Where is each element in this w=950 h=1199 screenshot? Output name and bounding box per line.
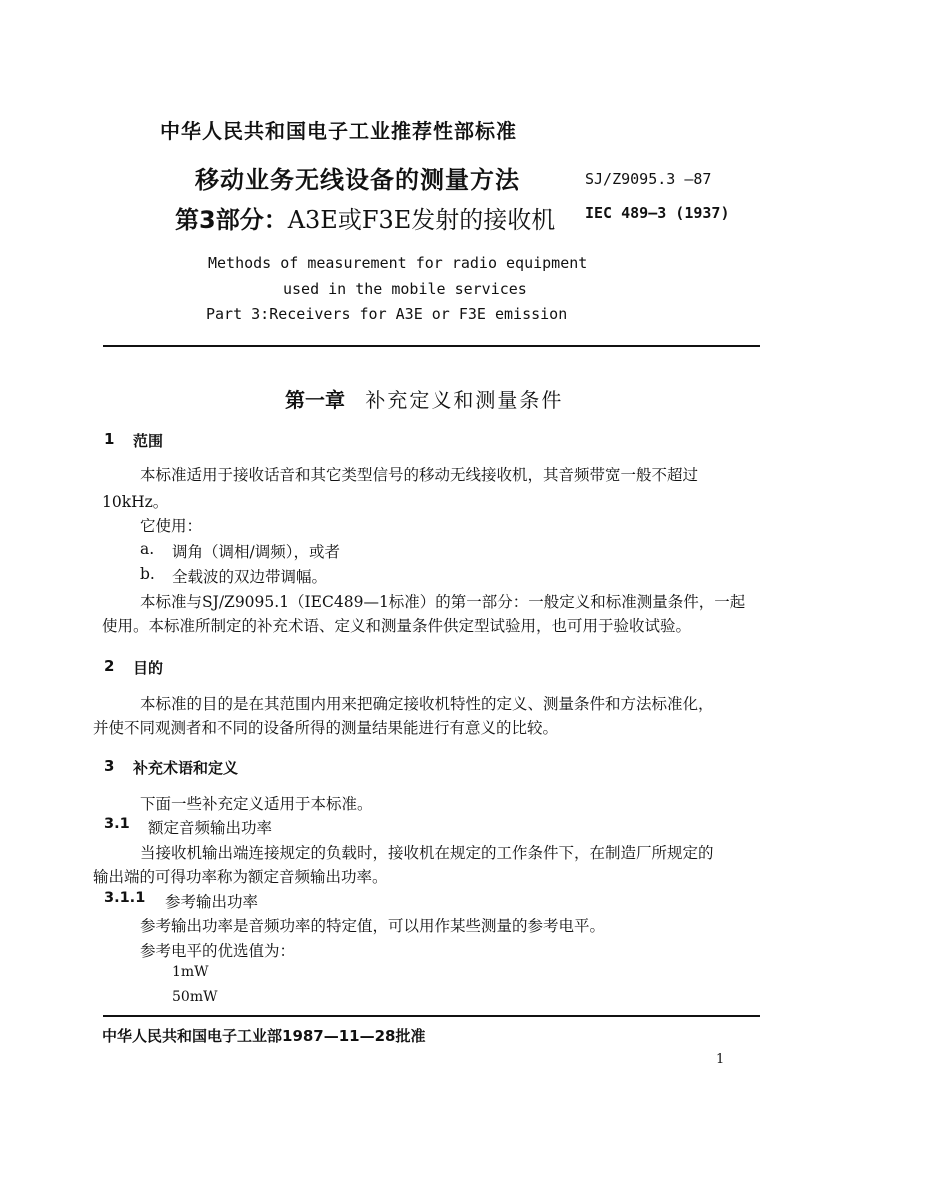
title-divider [103,345,760,347]
title-part-prefix: 第3部分： [175,206,288,234]
section-1-item-a: 调角（调相/调频），或者 [172,543,340,561]
section-2-number: 2 [104,657,115,675]
chapter-heading [285,384,563,413]
section-3-1-1-value2: 50mW [172,989,218,1005]
section-2-para1-line1: 本标准的目的是在其范围内用来把确定接收机特性的定义、测量条件和方法标准化， [140,695,714,713]
english-title-line2: used in the mobile services [283,280,527,298]
section-3-1-1-para1: 参考输出功率是音频功率的特定值，可以用作某些测量的参考电平。 [140,917,606,935]
section-3-1-1-number: 3.1.1 [104,890,146,906]
iec-number: IEC 489—3 (1937) [585,204,730,222]
section-3-1-1-title: 参考输出功率 [165,893,259,911]
section-3-title: 补充术语和定义 [133,759,239,777]
chapter-title: 补充定义和测量条件 [365,388,564,412]
approval-line: 中华人民共和国电子工业部1987—11—28批准 [102,1027,426,1045]
section-3-1-1-value1: 1mW [172,964,209,980]
section-3-1-title: 额定音频输出功率 [148,819,273,837]
section-3-1-number: 3.1 [104,816,130,832]
title-main: 移动业务无线设备的测量方法 [195,166,520,194]
section-3-1-1-para2: 参考电平的优选值为： [140,942,296,960]
section-1-para3-line2: 使用。本标准所制定的补充术语、定义和测量条件供定型试验用，也可用于验收试验。 [102,617,692,635]
section-1-para2: 它使用： [140,517,203,535]
footer-divider [103,1015,760,1017]
title-part-rest: A3E或F3E发射的接收机 [287,206,556,234]
section-1-title: 范围 [133,432,164,450]
section-3-1-para1-line1: 当接收机输出端连接规定的负载时，接收机在规定的工作条件下，在制造厂所规定的 [140,844,714,862]
section-3-number: 3 [104,757,115,775]
section-1-number: 1 [104,430,115,448]
section-2-para1-line2: 并使不同观测者和不同的设备所得的测量结果能进行有意义的比较。 [93,719,559,737]
standard-number: SJ/Z9095.3 —87 [585,170,712,188]
english-title-line3: Part 3:Receivers for A3E or F3E emission [206,305,568,323]
english-title-line1: Methods of measurement for radio equipment [208,254,588,272]
section-3-1-para1-line2: 输出端的可得功率称为额定音频输出功率。 [93,868,388,886]
chapter-number: 第一章 [285,388,345,412]
org-title: 中华人民共和国电子工业推荐性部标准 [160,119,517,143]
section-1-para3-line1: 本标准与SJ/Z9095.1（IEC489—1标准）的第一部分：一般定义和标准测量条件，一起 [140,593,746,611]
title-part [175,200,555,235]
section-2-title: 目的 [133,659,164,677]
section-1-item-b: 全载波的双边带调幅。 [172,568,328,586]
section-1-para1-line2: 10kHz。 [102,493,169,511]
section-1-item-b-label: b. [140,565,155,583]
page-number: 1 [716,1052,725,1067]
section-1-item-a-label: a. [140,540,155,558]
section-1-para1-line1: 本标准适用于接收话音和其它类型信号的移动无线接收机，其音频带宽一般不超过 [140,466,699,484]
section-3-para1: 下面一些补充定义适用于本标准。 [140,795,373,813]
